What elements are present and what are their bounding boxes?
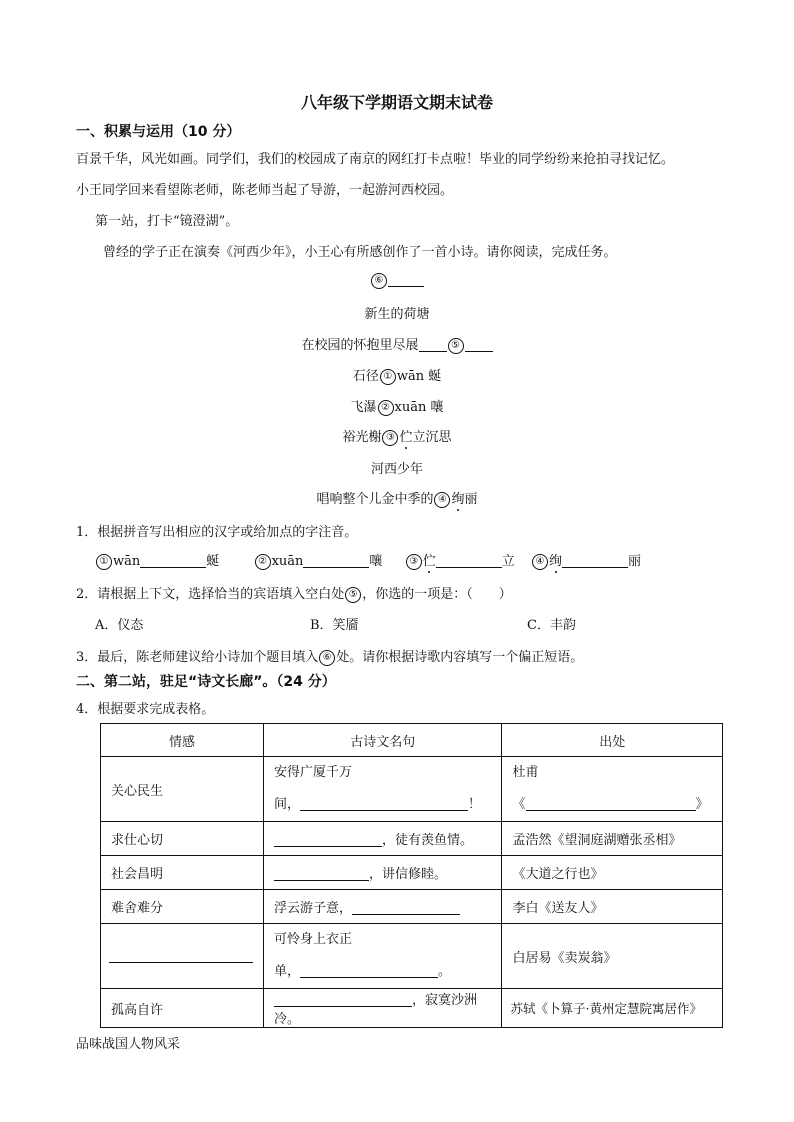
table-row [101, 989, 723, 1028]
verse-blank[interactable] [274, 832, 382, 847]
question-1: 1．根据拼音写出相应的汉字或给加点的字注音。 [76, 525, 358, 540]
cell-emotion [101, 924, 264, 989]
q2-text-pre: 2．请根据上下文，选择恰当的宾语填入空白处 [76, 587, 345, 602]
q2-text-post: ，你选的一项是：（ ） [362, 587, 512, 602]
header-verse: 古诗文名句 [264, 724, 502, 757]
verse-text: ，讲信修睦。 [369, 867, 448, 882]
q1-b-blank[interactable] [303, 553, 369, 568]
stop1-text: 第一站，打卡“镜澄湖”。 [95, 214, 239, 229]
footer-text: 品味战国人物风采 [76, 1037, 181, 1052]
poem-line-7-post: 丽 [464, 492, 478, 507]
marker-4: ④ [434, 492, 450, 508]
cell-emotion: 求仕心切 [101, 822, 264, 856]
q2-marker: ⑤ [345, 587, 361, 603]
q2-option-a[interactable]: A．仪态 [95, 618, 144, 633]
poem-blank-5a[interactable] [419, 337, 447, 352]
section2-heading: 二、第二站，驻足“诗文长廊”。（24 分） [76, 674, 336, 690]
verse-line-a: 安得广厦千万 [274, 765, 353, 780]
intro-line-1: 百景千华，风光如画。同学们，我们的校园成了南京的网红打卡点啦！毕业的同学纷纷来抢拍寻找记忆。 [76, 152, 675, 167]
q1-a-blank[interactable] [140, 553, 206, 568]
marker-6: ⑥ [371, 273, 387, 289]
q1-b-pinyin: xuān [271, 554, 304, 569]
dotted-char-zhu: 伫 [399, 426, 412, 445]
q1-c-post: 立 [501, 554, 515, 569]
verse-text: ，徒有羡鱼情。 [382, 833, 474, 848]
verse-line-b-pre: 单， [274, 964, 301, 979]
poem-line-5-post: 立沉思 [412, 430, 452, 445]
cell-verse [264, 890, 502, 924]
poem-line-3 [0, 365, 794, 385]
q1-answers [95, 550, 641, 570]
cell-source: 《大道之行也》 [502, 856, 723, 890]
q1-a-marker: ① [96, 554, 112, 570]
question-2 [76, 583, 512, 603]
cell-source: 孟浩然《望洞庭湖赠张丞相》 [502, 822, 723, 856]
verse-line-a: 可怜身上衣正 [274, 932, 353, 947]
marker-2: ② [378, 400, 394, 416]
q3-marker: ⑥ [319, 650, 335, 666]
source-bracket-open: 《 [512, 797, 526, 812]
verse-blank[interactable] [274, 866, 369, 881]
table-header-row [101, 724, 723, 757]
cell-emotion: 关心民生 [101, 757, 264, 822]
cell-verse [264, 989, 502, 1028]
table-row [101, 757, 723, 822]
poem-line-5 [0, 426, 794, 446]
q1-b-marker: ② [255, 554, 271, 570]
cell-emotion: 孤高自许 [101, 989, 264, 1028]
poem-title-blank[interactable] [388, 272, 424, 287]
cell-verse [264, 856, 502, 890]
cell-source: 李白《送友人》 [502, 890, 723, 924]
q1-a-char: 蜒 [206, 554, 220, 569]
poem-line-7 [0, 488, 794, 508]
verse-line-b-post: 。 [438, 964, 452, 979]
source-blank[interactable] [526, 796, 696, 811]
section1-heading: 一、积累与运用（10 分） [76, 124, 241, 140]
header-emotion: 情感 [101, 724, 264, 757]
poem-line-2-text: 在校园的怀抱里尽展 [301, 338, 419, 353]
question-3 [76, 646, 583, 666]
verse-text: 浮云游子意， [274, 901, 353, 916]
verse-text: ，寂寞沙洲冷。 [274, 993, 478, 1027]
q1-d-marker: ④ [532, 554, 548, 570]
marker-5: ⑤ [448, 338, 464, 354]
q3-text-post: 处。请你根据诗歌内容填写一个偏正短语。 [336, 650, 584, 665]
question-4: 4．根据要求完成表格。 [76, 702, 215, 717]
cell-verse [264, 822, 502, 856]
source-line-a: 杜甫 [512, 765, 539, 780]
cell-verse [264, 757, 502, 822]
q1-c-marker: ③ [406, 554, 422, 570]
cell-emotion: 社会昌明 [101, 856, 264, 890]
q1-b-char: 嚷 [369, 554, 383, 569]
verse-blank[interactable] [300, 796, 468, 811]
poem-line-5-pre: 裕光榭 [342, 430, 382, 445]
verse-line-b-pre: 间， [274, 797, 301, 812]
q3-text-pre: 3．最后，陈老师建议给小诗加个题目填入 [76, 650, 319, 665]
poem-blank-5b[interactable] [465, 337, 493, 352]
marker-3: ③ [382, 430, 398, 446]
table-row [101, 822, 723, 856]
poem-line-4-pre: 飞瀑 [350, 400, 377, 415]
cell-source [502, 757, 723, 822]
verse-blank[interactable] [352, 900, 460, 915]
poem-line-1: 新生的荷塘 [364, 307, 430, 322]
q1-c-char: 伫 [423, 550, 436, 569]
table-row [101, 924, 723, 989]
q1-d-post: 丽 [628, 554, 642, 569]
verse-line-b-post: ！ [468, 797, 482, 812]
poem-line-3-post: wān 蜒 [396, 369, 442, 384]
q2-option-c[interactable]: C．丰韵 [527, 618, 576, 633]
q1-d-char: 绚 [549, 550, 562, 569]
table-row [101, 856, 723, 890]
poem-line-7-pre: 唱响整个儿金中季的 [316, 492, 434, 507]
page-title: 八年级下学期语文期末试卷 [300, 93, 493, 112]
intro-line-2: 小王同学回来看望陈老师，陈老师当起了导游，一起游河西校园。 [76, 183, 454, 198]
verse-blank[interactable] [274, 992, 412, 1007]
q1-a-pinyin: wān [113, 554, 141, 569]
poem-line-4 [0, 396, 794, 416]
poetry-table [100, 723, 723, 1028]
marker-1: ① [380, 369, 396, 385]
poem-line-3-pre: 石径 [352, 369, 379, 384]
cell-emotion: 难舍难分 [101, 890, 264, 924]
cell-verse [264, 924, 502, 989]
table-row [101, 890, 723, 924]
poem-line-2 [0, 334, 794, 354]
q2-option-b[interactable]: B．笑靥 [310, 618, 359, 633]
verse-blank[interactable] [300, 963, 438, 978]
task-text: 曾经的学子正在演奏《河西少年》，小王心有所感创作了一首小诗。请你阅读，完成任务。 [103, 245, 617, 260]
cell-source: 苏轼《卜算子·黄州定慧院寓居作》 [502, 989, 723, 1028]
q1-c-blank[interactable] [436, 553, 502, 568]
q1-d-blank[interactable] [562, 553, 628, 568]
source-bracket-close: 》 [695, 797, 709, 812]
emotion-blank[interactable] [109, 948, 253, 963]
poem-line-4-post: xuān 嚷 [394, 400, 444, 415]
poem-line-6: 河西少年 [370, 462, 423, 477]
poem-title-slot [0, 272, 794, 289]
dotted-char-xuan: 绚 [451, 488, 464, 507]
cell-source: 白居易《卖炭翁》 [502, 924, 723, 989]
header-source: 出处 [502, 724, 723, 757]
